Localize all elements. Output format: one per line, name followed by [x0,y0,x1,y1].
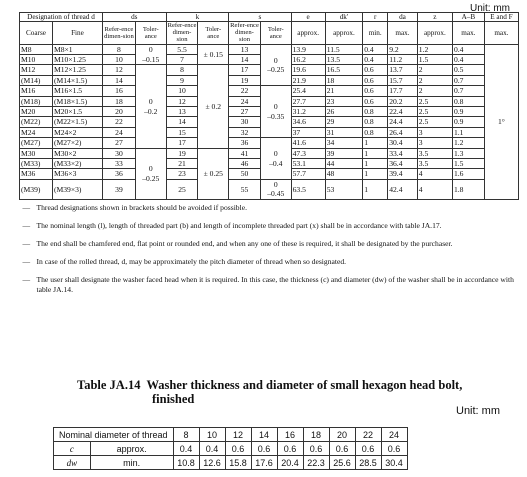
tol-ds-1 [135,44,166,65]
cell-coarse: M36 [20,169,53,179]
cell-ab: 1.2 [452,138,484,148]
cell-z: 1.5 [417,55,452,65]
cell-ds: 16 [102,86,135,96]
cell-fine: (M14×1.5) [52,75,102,85]
cell-z: 2.5 [417,117,452,127]
tol-s-4-lower: –0.45 [267,189,285,199]
note-item [23,221,516,231]
washer-symbol: c [54,442,91,456]
header-fine: Fine [52,22,102,45]
washer-value: 0.6 [303,442,329,456]
tol-ds-3-upper: 0 [148,164,153,174]
cell-k: 19 [166,148,198,158]
washer-value: 25.6 [329,456,355,470]
washer-value: 0.6 [225,442,251,456]
tol-s-4-upper: 0 [273,179,278,189]
bolt-dimensions-table [19,12,519,300]
cell-e: 25.4 [291,86,325,96]
cell-coarse: M10 [20,55,53,65]
note-text: In case of the rolled thread, d, may be approximately the pitch diameter of thread when so designated. [36,256,347,266]
header-ds-ref: Refer-ence dimen-sion [102,22,135,45]
cell-dk: 13.5 [325,55,363,65]
cell-r: 0.6 [363,96,388,106]
cell-da: 20.2 [388,96,418,106]
header-ab-max: max. [452,22,484,45]
cell-fine: M36×3 [52,169,102,179]
cell-z: 3 [417,127,452,137]
diameter-header: 22 [355,428,381,442]
cell-s: 19 [229,75,261,85]
cell-k: 15 [166,127,198,137]
table-number: Table JA.14 [77,378,141,392]
cell-k: 25 [166,179,198,199]
cell-e: 19.6 [291,65,325,75]
header-coarse: Coarse [20,22,53,45]
header-z: z [417,13,452,22]
cell-z: 3.5 [417,148,452,158]
header-s-tol: Toler-ance [260,22,291,45]
tol-ds-1-upper: 0 [148,45,153,55]
cell-s: 14 [229,55,261,65]
header-ds-tol: Toler-ance [135,22,166,45]
washer-qualifier: approx. [90,442,173,456]
cell-coarse: (M14) [20,75,53,85]
cell-da: 9.2 [388,44,418,54]
cell-fine: (M18×1.5) [52,96,102,106]
cell-da: 17.7 [388,86,418,96]
header-ef: E and F [484,13,518,22]
cell-fine: M30×2 [52,148,102,158]
header-k: k [166,13,229,22]
note-row [20,272,519,300]
cell-s: 13 [229,44,261,54]
cell-s: 46 [229,159,261,169]
washer-value: 30.4 [381,456,407,470]
note-text: The nominal length (l), length of threaded part (b) and length of incomplete threaded part (x) shall be in accordance with table JA.17. [36,220,442,230]
tol-k-3 [198,148,229,199]
cell-fine: (M22×1.5) [52,117,102,127]
note-cell [20,236,519,254]
cell-e: 63.5 [291,179,325,199]
nominal-diameter-header: Nominal diameter of thread [54,428,174,442]
header-designation: Designation of thread d [20,13,103,22]
cell-fine: M20×1.5 [52,107,102,117]
cell-ds: 36 [102,169,135,179]
note-text: The end shall be chamfered end, flat point or rounded end, and when any one of these is required, it shall be designated by the purchaser. [36,238,453,248]
cell-da: 42.4 [388,179,418,199]
cell-s: 17 [229,65,261,75]
diameter-header: 10 [199,428,225,442]
cell-dk: 39 [325,148,363,158]
cell-z: 2.5 [417,96,452,106]
cell-dk: 29 [325,117,363,127]
header-row-2 [20,22,519,45]
cell-ds: 30 [102,148,135,158]
note-row [20,199,519,218]
washer-value: 0.4 [199,442,225,456]
cell-z: 3.5 [417,159,452,169]
header-r: r [363,13,388,22]
cell-coarse: (M27) [20,138,53,148]
tol-s-1 [260,44,291,86]
cell-k: 5.5 [166,44,198,54]
washer-value: 0.4 [173,442,199,456]
cell-k: 21 [166,159,198,169]
cell-e: 13.9 [291,44,325,54]
table-ja14-title [77,378,462,406]
note-item [23,203,516,213]
washer-row [54,456,408,470]
note-dash: — [22,202,31,212]
title-line-1: Washer thickness and diameter of small hexagon head bolt, [146,378,463,392]
note-item [23,275,516,295]
header-r-min: min. [363,22,388,45]
tol-k-1 [198,44,229,65]
cell-fine: M8×1 [52,44,102,54]
table-row [20,44,519,54]
cell-ds: 14 [102,75,135,85]
tol-ds-3 [135,148,166,199]
cell-k: 12 [166,96,198,106]
cell-r: 0.8 [363,117,388,127]
cell-ds: 27 [102,138,135,148]
washer-value: 22.3 [303,456,329,470]
washer-value: 10.8 [173,456,199,470]
tol-s-4 [260,179,291,199]
diameter-header: 12 [225,428,251,442]
cell-z: 2 [417,86,452,96]
diameter-header: 16 [277,428,303,442]
tol-k-1-upper: ± 0.15 [203,49,223,59]
note-cell [20,199,519,218]
tol-k-2-upper: ± 0.2 [205,101,222,111]
cell-k: 10 [166,86,198,96]
cell-ds: 18 [102,96,135,106]
cell-da: 22.4 [388,107,418,117]
washer-value: 28.5 [355,456,381,470]
cell-dk: 44 [325,159,363,169]
tol-ds-1-lower: –0.15 [142,54,160,64]
cell-dk: 31 [325,127,363,137]
tol-s-3-upper: 0 [273,149,278,159]
cell-r: 1 [363,148,388,158]
cell-coarse: M8 [20,44,53,54]
cell-da: 24.4 [388,117,418,127]
washer-value: 15.8 [225,456,251,470]
note-dash: — [22,220,31,230]
header-e: e [291,13,325,22]
header-ds: ds [102,13,166,22]
cell-z: 4 [417,169,452,179]
table-row [20,138,519,148]
cell-e: 21.9 [291,75,325,85]
cell-da: 13.7 [388,65,418,75]
cell-fine: M16×1.5 [52,86,102,96]
washer-qualifier: min. [90,456,173,470]
cell-r: 0.6 [363,65,388,75]
cell-z: 1.2 [417,44,452,54]
cell-r: 0.4 [363,44,388,54]
cell-dk: 26 [325,107,363,117]
cell-s: 27 [229,107,261,117]
header-s: s [229,13,292,22]
note-dash: — [22,274,31,284]
cell-k: 17 [166,138,198,148]
cell-ds: 39 [102,179,135,199]
cell-s: 36 [229,138,261,148]
washer-value: 12.6 [199,456,225,470]
cell-dk: 23 [325,96,363,106]
tol-s-1-lower: –0.25 [267,64,285,74]
cell-ds: 8 [102,44,135,54]
tol-s-3 [260,138,291,180]
diameter-header: 20 [329,428,355,442]
cell-r: 1 [363,159,388,169]
cell-dk: 34 [325,138,363,148]
cell-da: 39.4 [388,169,418,179]
tol-ds-2 [135,65,166,148]
table-row [20,86,519,96]
cell-ds: 33 [102,159,135,169]
washer-value: 0.6 [251,442,277,456]
cell-fine: (M39×3) [52,179,102,199]
cell-k: 23 [166,169,198,179]
tol-ds-3-lower: –0.25 [142,173,160,183]
cell-ab: 1.5 [452,159,484,169]
cell-z: 4 [417,179,452,199]
diameter-header: 24 [381,428,407,442]
note-row [20,254,519,272]
cell-coarse: M12 [20,65,53,75]
cell-r: 0.6 [363,86,388,96]
tol-s-1-upper: 0 [273,55,278,65]
header-s-ref: Refer-ence dimen-sion [230,22,259,44]
cell-r: 0.4 [363,55,388,65]
cell-z: 2 [417,65,452,75]
cell-z: 2 [417,75,452,85]
header-dk: dk' [325,13,363,22]
cell-coarse: (M39) [20,179,53,199]
note-row [20,236,519,254]
header-e-approx: approx. [291,22,325,45]
cell-s: 55 [229,179,261,199]
cell-s: 41 [229,148,261,158]
cell-ds: 22 [102,117,135,127]
cell-ab: 0.9 [452,117,484,127]
cell-ab: 1.1 [452,127,484,137]
cell-s: 22 [229,86,261,96]
tol-s-2 [260,86,291,138]
header-dk-approx: approx. [325,22,363,45]
tol-ds-2-lower: –0.2 [144,106,158,116]
note-cell [20,272,519,300]
ef-value: 1° [484,44,518,199]
header-ab: A–B [452,13,484,22]
header-z-approx: approx. [417,22,452,45]
washer-value: 20.4 [277,456,303,470]
diameter-header: 14 [251,428,277,442]
cell-ab: 0.4 [452,44,484,54]
cell-dk: 18 [325,75,363,85]
note-dash: — [22,256,31,266]
note-text: The user shall designate the washer faced head when it is required. In this case, the thickness (c) and diameter (dw) of the washer shall be in accordance with table JA.14. [36,274,514,294]
cell-k: 13 [166,107,198,117]
note-text: Thread designations shown in brackets should be avoided if possible. [36,202,247,212]
cell-s: 24 [229,96,261,106]
washer-symbol: dw [54,456,91,470]
note-item [23,239,516,249]
diameter-header: 8 [173,428,199,442]
washer-value: 0.6 [277,442,303,456]
cell-da: 30.4 [388,138,418,148]
cell-ab: 1.3 [452,148,484,158]
washer-value: 17.6 [251,456,277,470]
cell-e: 27.7 [291,96,325,106]
cell-e: 47.3 [291,148,325,158]
cell-coarse: (M33) [20,159,53,169]
cell-s: 30 [229,117,261,127]
cell-coarse: (M18) [20,96,53,106]
cell-e: 57.7 [291,169,325,179]
cell-dk: 53 [325,179,363,199]
cell-ds: 24 [102,127,135,137]
note-cell [20,254,519,272]
washer-value: 0.6 [381,442,407,456]
cell-ds: 12 [102,65,135,75]
cell-coarse: (M22) [20,117,53,127]
cell-dk: 21 [325,86,363,96]
cell-coarse: M16 [20,86,53,96]
cell-e: 37 [291,127,325,137]
cell-da: 11.2 [388,55,418,65]
header-k-ref: Refer-ence dimen-sion [167,22,197,44]
cell-coarse: M20 [20,107,53,117]
cell-ds: 10 [102,55,135,65]
cell-e: 41.6 [291,138,325,148]
cell-e: 31.2 [291,107,325,117]
cell-e: 53.1 [291,159,325,169]
cell-r: 0.8 [363,127,388,137]
cell-fine: (M27×2) [52,138,102,148]
note-row [20,218,519,236]
cell-e: 16.2 [291,55,325,65]
tol-ds-2-upper: 0 [148,97,153,107]
cell-da: 33.4 [388,148,418,158]
cell-k: 7 [166,55,198,65]
cell-fine: M24×2 [52,127,102,137]
cell-da: 15.7 [388,75,418,85]
cell-ds: 20 [102,107,135,117]
cell-coarse: M24 [20,127,53,137]
unit-label: Unit: mm [470,3,510,14]
cell-e: 34.6 [291,117,325,127]
washer-value: 0.6 [329,442,355,456]
note-cell [20,218,519,236]
header-ef-max: max. [484,22,518,45]
washer-value: 0.6 [355,442,381,456]
cell-ab: 0.9 [452,107,484,117]
cell-r: 1 [363,138,388,148]
tol-k-3-upper: ± 0.25 [203,168,223,178]
cell-ab: 1.6 [452,169,484,179]
cell-ab: 1.8 [452,179,484,199]
cell-ab: 0.4 [452,55,484,65]
note-item [23,257,516,267]
table2-unit-label: Unit: mm [456,405,500,417]
diameter-header: 18 [303,428,329,442]
title-line-2: finished [152,392,195,406]
washer-header-row [54,428,408,442]
cell-da: 26.4 [388,127,418,137]
cell-ab: 0.7 [452,75,484,85]
cell-z: 3 [417,138,452,148]
washer-row [54,442,408,456]
cell-ab: 0.8 [452,96,484,106]
cell-da: 36.4 [388,159,418,169]
header-row-1 [20,13,519,22]
note-dash: — [22,238,31,248]
cell-r: 0.8 [363,107,388,117]
cell-fine: M12×1.25 [52,65,102,75]
table-row [20,179,519,199]
tol-s-2-lower: –0.35 [267,111,285,121]
cell-r: 0.6 [363,75,388,85]
cell-k: 9 [166,75,198,85]
cell-dk: 11.5 [325,44,363,54]
cell-r: 1 [363,179,388,199]
cell-ab: 0.5 [452,65,484,75]
cell-dk: 48 [325,169,363,179]
tol-s-3-lower: –0.4 [269,158,283,168]
cell-z: 2.5 [417,107,452,117]
header-da-max: max. [388,22,418,45]
cell-dk: 16.5 [325,65,363,75]
cell-coarse: M30 [20,148,53,158]
washer-table [53,427,408,470]
cell-s: 32 [229,127,261,137]
cell-k: 14 [166,117,198,127]
tol-k-2 [198,65,229,148]
header-k-tol: Toler-ance [198,22,229,45]
cell-ab: 0.7 [452,86,484,96]
cell-s: 50 [229,169,261,179]
header-da: da [388,13,418,22]
cell-fine: (M33×2) [52,159,102,169]
cell-fine: M10×1.25 [52,55,102,65]
cell-r: 1 [363,169,388,179]
cell-k: 8 [166,65,198,75]
tol-s-2-upper: 0 [273,102,278,112]
